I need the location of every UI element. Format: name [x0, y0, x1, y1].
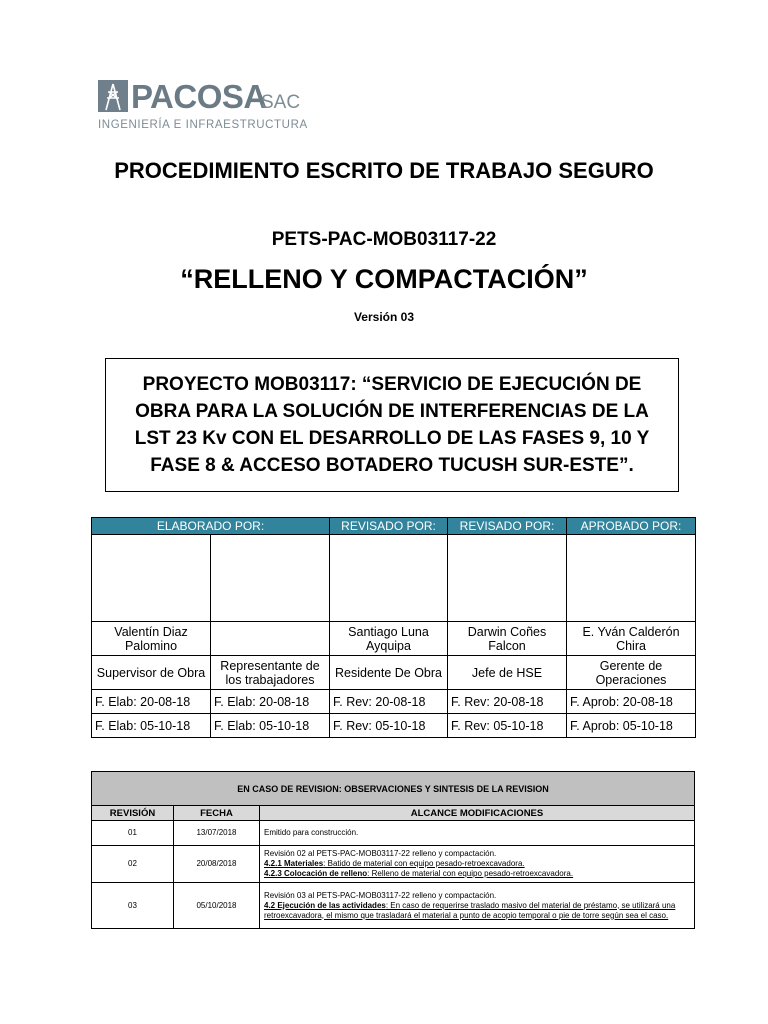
revision-scope: [260, 883, 695, 929]
signature-date: F. Elab: 20-08-18: [92, 690, 211, 714]
signature-cell: [92, 535, 211, 622]
revision-number: 03: [92, 883, 174, 929]
signature-cell: [448, 535, 567, 622]
revision-date: 13/07/2018: [174, 821, 260, 846]
header-aprobado: APROBADO POR:: [567, 518, 696, 535]
signature-date: F. Rev: 05-10-18: [330, 714, 448, 738]
col-alcance: ALCANCE MODIFICACIONES: [260, 806, 695, 821]
signature-date: F. Rev: 20-08-18: [330, 690, 448, 714]
revision-scope: Emitido para construcción.: [260, 821, 695, 846]
document-subtitle: “RELLENO Y COMPACTACIÓN”: [180, 264, 588, 294]
header-revisado-1: REVISADO POR:: [330, 518, 448, 535]
header-elaborado: ELABORADO POR:: [92, 518, 330, 535]
signer-name: Darwin Coñes Falcon: [448, 622, 567, 656]
revision-date: 05/10/2018: [174, 883, 260, 929]
signature-date: F. Elab: 05-10-18: [92, 714, 211, 738]
signature-cell: [330, 535, 448, 622]
signer-role: Representante de los trabajadores: [211, 656, 330, 690]
revision-line: 4.2.1 Materiales: Batido de material con equipo pesado-retroexcavadora.: [264, 859, 525, 868]
project-box: [105, 358, 679, 492]
revision-number: 01: [92, 821, 174, 846]
header-revisado-2: REVISADO POR:: [448, 518, 567, 535]
col-fecha: FECHA: [174, 806, 260, 821]
signature-date: F. Aprob: 05-10-18: [567, 714, 696, 738]
signature-cell: [211, 535, 330, 622]
signature-date: F. Aprob: 20-08-18: [567, 690, 696, 714]
logo-name: PACOSA: [131, 78, 267, 115]
logo-tagline: INGENIERÍA E INFRAESTRUCTURA: [98, 119, 308, 131]
revision-scope: [260, 846, 695, 883]
project-description: PROYECTO MOB03117: “SERVICIO DE EJECUCIÓN DE OBRA PARA LA SOLUCIÓN DE INTERFERENCIAS DE LA LST 23 Kv CON EL DESARROLLO DE LAS FASES 9, 10 Y FASE 8 & ACCESO BOTADERO TUCUSH SUR-ESTE”.: [134, 374, 650, 476]
revision-line: 4.2.3 Colocación de relleno: Relleno de material con equipo pesado-retroexcavadora.: [264, 869, 574, 878]
signer-name: [211, 622, 330, 656]
signature-cell: [567, 535, 696, 622]
logo-tower-icon: [98, 80, 128, 112]
table-row: [92, 821, 695, 846]
signer-role: Supervisor de Obra: [92, 656, 211, 690]
revision-number: 02: [92, 846, 174, 883]
company-logo: [98, 78, 308, 134]
revision-line: Revisión 02 al PETS-PAC-MOB03117-22 relleno y compactación.: [264, 849, 497, 858]
revision-table: [91, 771, 695, 929]
signer-role: Jefe de HSE: [448, 656, 567, 690]
table-row: [92, 883, 695, 929]
signature-date: F. Elab: 20-08-18: [211, 690, 330, 714]
col-revision: REVISIÓN: [92, 806, 174, 821]
revision-line: 4.2 Ejecución de las actividades: En caso de requerirse traslado masivo del material de préstamo, se utilizará una retroexcavadora, el mismo que trasladará el material a punto de acopio temporal o pie de torre según sea el caso.: [264, 900, 676, 920]
signer-role: Gerente de Operaciones: [567, 656, 696, 690]
revision-date: 20/08/2018: [174, 846, 260, 883]
signer-role: Residente De Obra: [330, 656, 448, 690]
approval-table: [91, 517, 696, 738]
revision-line: Revisión 03 al PETS-PAC-MOB03117-22 relleno y compactación.: [264, 890, 497, 900]
table-row: [92, 846, 695, 883]
signer-name: Santiago Luna Ayquipa: [330, 622, 448, 656]
logo-suffix: SAC: [261, 92, 301, 113]
document-code: PETS-PAC-MOB03117-22: [271, 229, 497, 250]
signature-date: F. Rev: 20-08-18: [448, 690, 567, 714]
signature-date: F. Elab: 05-10-18: [211, 714, 330, 738]
signature-date: F. Rev: 05-10-18: [448, 714, 567, 738]
signer-name: E. Yván Calderón Chira: [567, 622, 696, 656]
signer-name: Valentín Diaz Palomino: [92, 622, 211, 656]
document-title: PROCEDIMIENTO ESCRITO DE TRABAJO SEGURO: [114, 158, 654, 183]
revision-table-title: EN CASO DE REVISION: OBSERVACIONES Y SINTESIS DE LA REVISION: [92, 772, 695, 806]
document-version: Versión 03: [353, 310, 415, 324]
